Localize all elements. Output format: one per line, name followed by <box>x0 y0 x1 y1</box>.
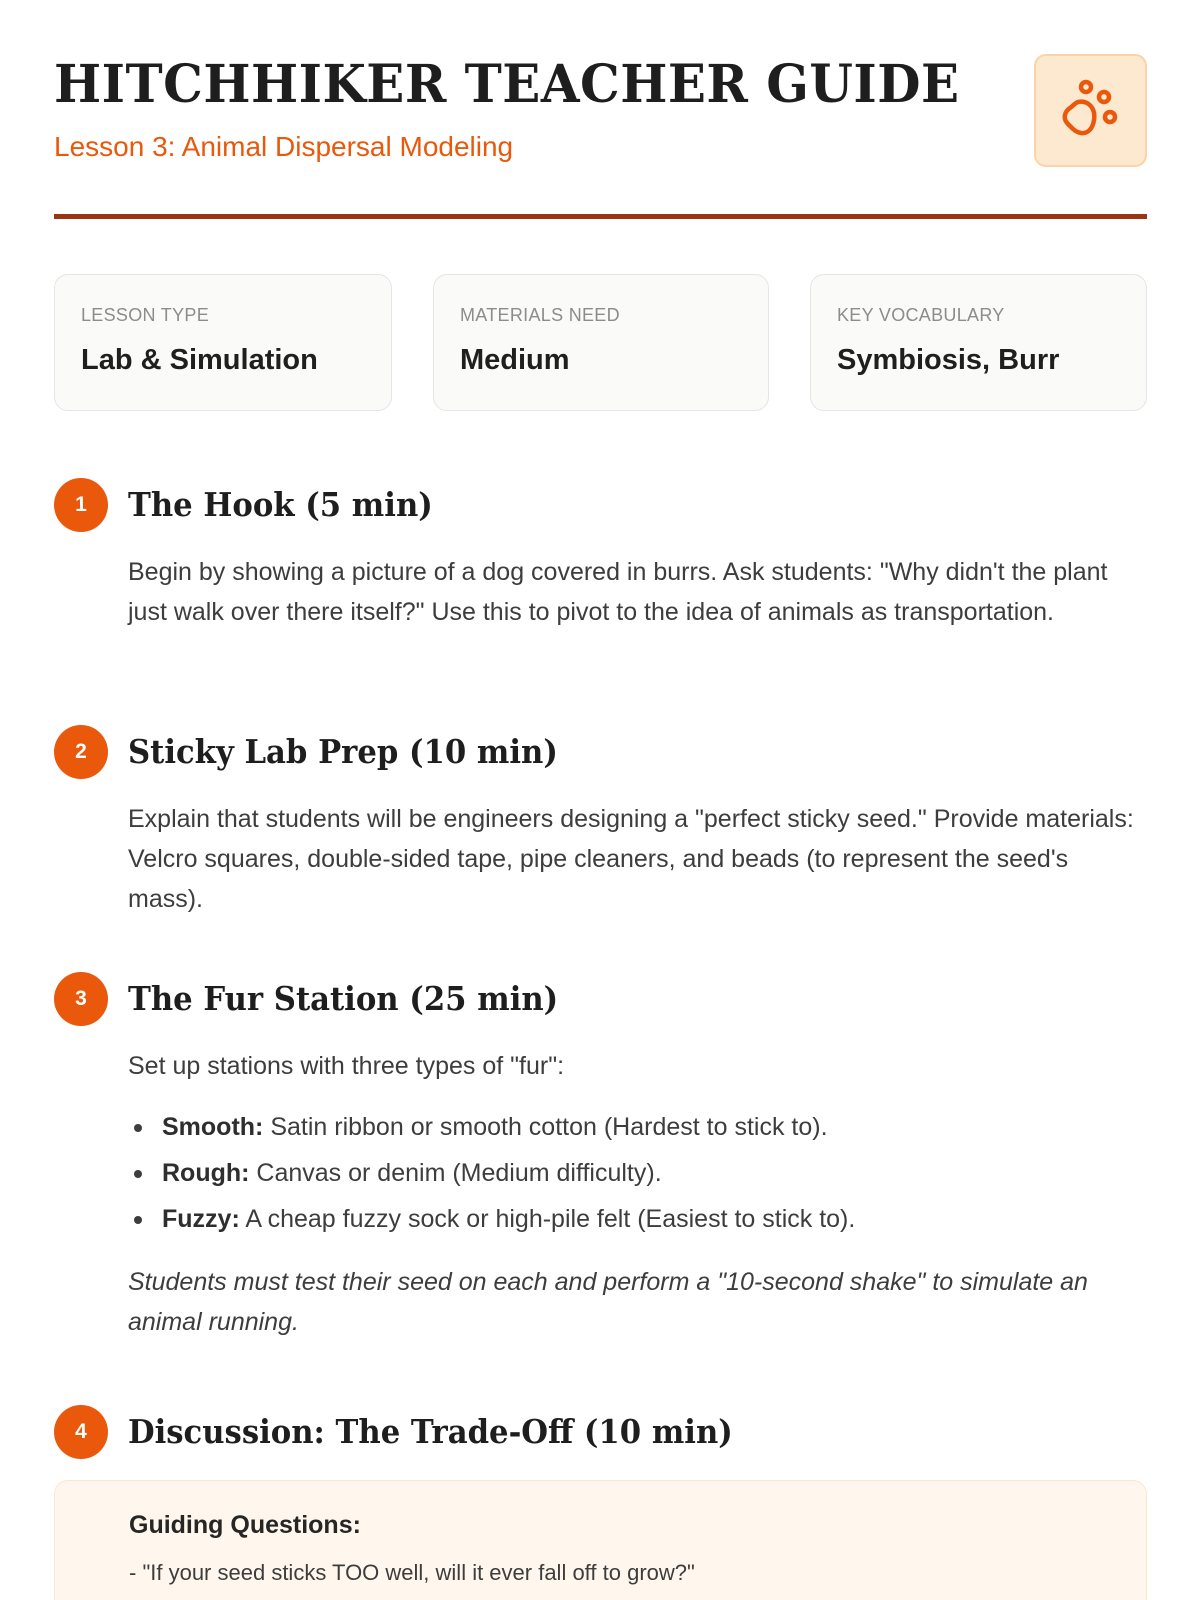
materials-card <box>433 274 769 411</box>
card-label: LESSON TYPE <box>81 305 210 325</box>
header-divider <box>54 214 1147 219</box>
lesson-type-card <box>54 274 392 411</box>
bullet-term: Rough: <box>162 1159 250 1187</box>
fur-type-list <box>128 1104 1138 1242</box>
guide-question: - "If your seed sticks TOO well, will it ever fall off to grow?" <box>129 1560 695 1585</box>
step-number-badge: 2 <box>54 725 108 779</box>
step-intro: Set up stations with three types of "fur": <box>128 1052 565 1080</box>
bullet-text: A cheap fuzzy sock or high-pile felt (Easiest to stick to). <box>239 1205 856 1233</box>
card-value: Medium <box>460 344 570 376</box>
list-item <box>128 1150 1138 1196</box>
step-number-badge: 4 <box>54 1405 108 1459</box>
step-title: The Fur Station (25 min) <box>128 979 559 1018</box>
summary-cards <box>54 274 1147 411</box>
bullet-text: Satin ribbon or smooth cotton (Hardest to stick to). <box>263 1113 828 1141</box>
guiding-questions-box <box>54 1480 1147 1600</box>
lesson-subtitle: Lesson 3: Animal Dispersal Modeling <box>54 131 514 162</box>
step-title: Discussion: The Trade-Off (10 min) <box>128 1412 733 1451</box>
bullet-text: Canvas or denim (Medium difficulty). <box>249 1159 662 1187</box>
card-value: Symbiosis, Burr <box>837 344 1060 376</box>
step-title: The Hook (5 min) <box>128 485 433 524</box>
step-body: Begin by showing a picture of a dog covered in burrs. Ask students: "Why didn't the plant just walk over there itself?" Use this to pivot to the idea of animals as transportation. <box>128 558 1108 626</box>
step-title: Sticky Lab Prep (10 min) <box>128 732 558 771</box>
header <box>54 52 1147 222</box>
bullet-term: Fuzzy: <box>162 1205 240 1233</box>
paw-print-icon <box>1058 78 1124 144</box>
page-title: HITCHHIKER TEACHER GUIDE <box>54 54 960 115</box>
list-item <box>128 1104 1138 1150</box>
card-label: KEY VOCABULARY <box>837 305 1005 325</box>
bullet-term: Smooth: <box>162 1113 264 1141</box>
logo-badge <box>1034 54 1147 167</box>
card-value: Lab & Simulation <box>81 344 318 376</box>
guide-heading: Guiding Questions: <box>129 1511 361 1539</box>
vocabulary-card <box>810 274 1147 411</box>
step-note: Students must test their seed on each and perform a "10-second shake" to simulate an animal running. <box>128 1268 1088 1336</box>
step-body <box>128 1046 1138 1342</box>
list-item <box>128 1196 1138 1242</box>
step-number-badge: 1 <box>54 478 108 532</box>
card-label: MATERIALS NEED <box>460 305 620 325</box>
step-number-badge: 3 <box>54 972 108 1026</box>
step-body: Explain that students will be engineers designing a "perfect sticky seed." Provide materials: Velcro squares, double-sided tape, pipe cleaners, and beads (to represent the seed's mass). <box>128 805 1134 913</box>
